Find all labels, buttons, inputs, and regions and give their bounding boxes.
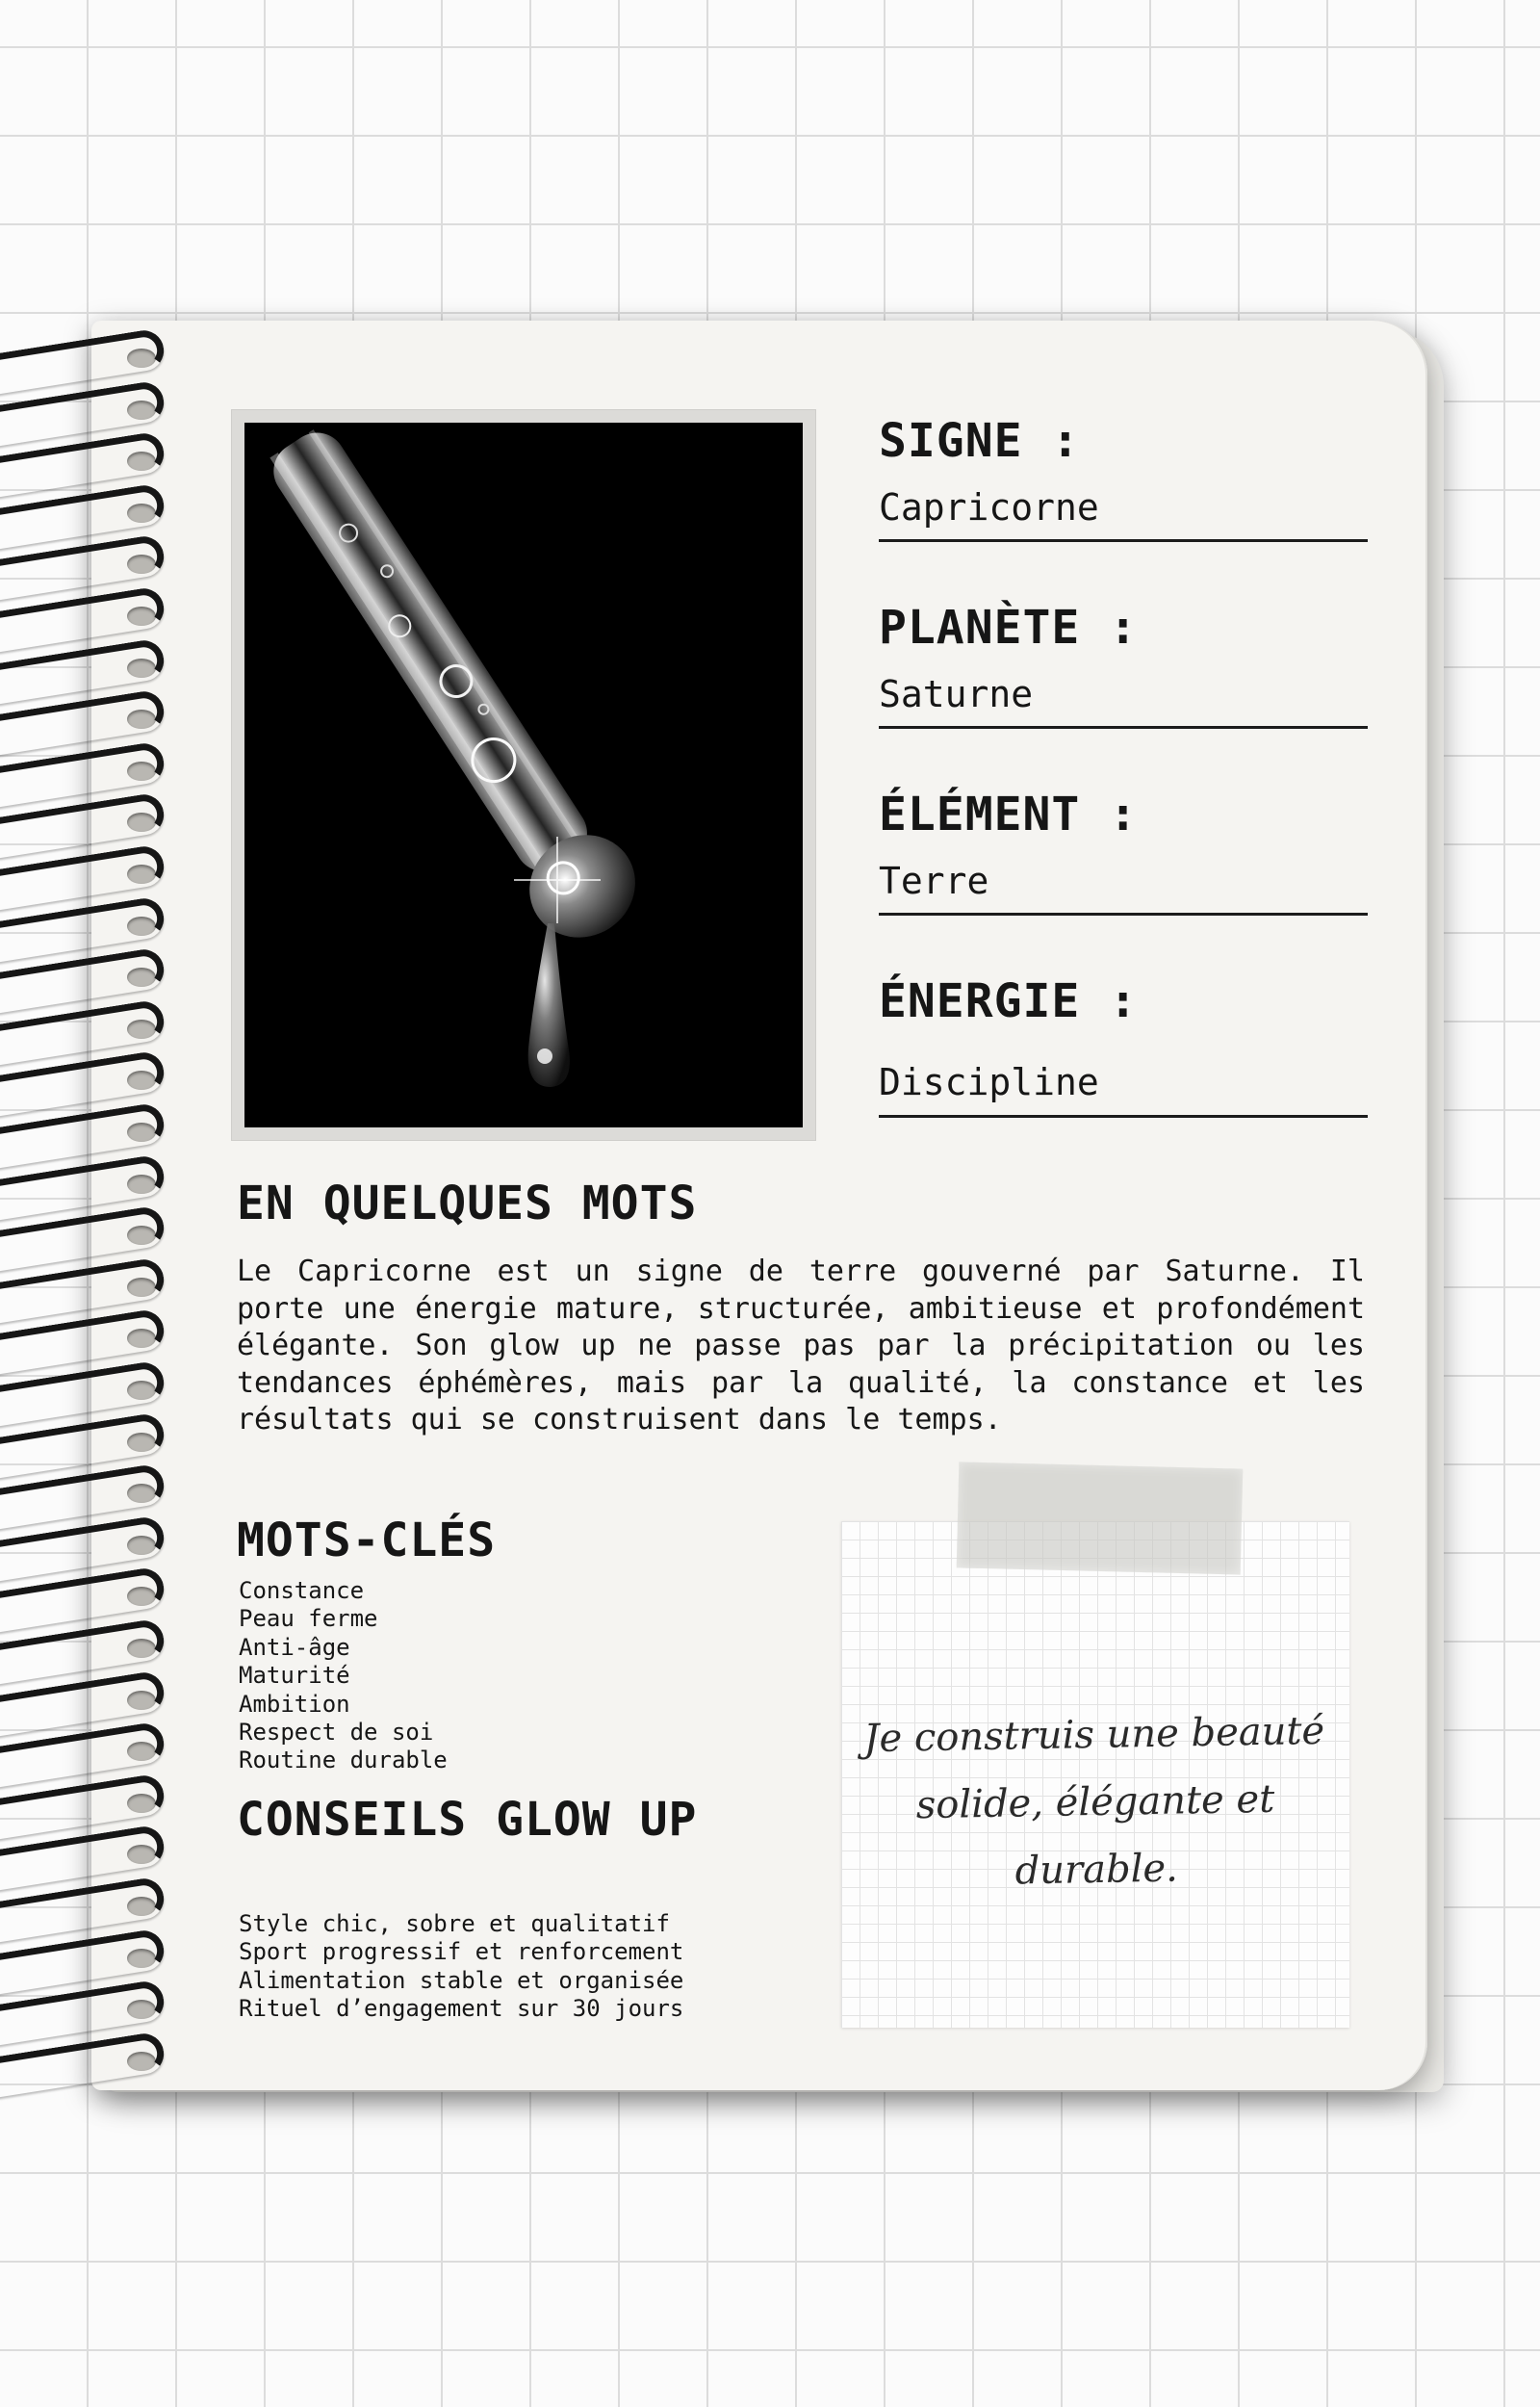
field-element-line [879, 913, 1368, 916]
tip-item: Style chic, sobre et qualitatif [239, 1910, 670, 1937]
overview-title: EN QUELQUES MOTS [237, 1177, 698, 1230]
tip-item: Alimentation stable et organisée [239, 1966, 684, 1994]
field-signe-value: Capricorne [879, 486, 1099, 529]
field-element-value: Terre [879, 860, 989, 902]
tape-strip [957, 1462, 1244, 1574]
tip-item: Rituel d’engagement sur 30 jours [239, 1995, 684, 2023]
field-signe-label: SIGNE : [879, 414, 1081, 468]
field-energie-label: ÉNERGIE : [879, 974, 1139, 1028]
keyword-item: Respect de soi [239, 1719, 434, 1747]
field-energie-line [879, 1115, 1368, 1118]
photo-frame [231, 409, 816, 1141]
keyword-item: Peau ferme [239, 1605, 378, 1633]
serum-dropper-photo [244, 423, 803, 1127]
keyword-item: Constance [239, 1577, 365, 1604]
keywords-list [239, 1577, 448, 1775]
tips-title: CONSEILS GLOW UP [237, 1793, 698, 1847]
tip-item: Sport progressif et renforcement [239, 1938, 684, 1966]
dropper-illustration [244, 423, 803, 1127]
keyword-item: Ambition [239, 1690, 350, 1718]
field-planete-line [879, 726, 1368, 729]
keyword-item: Anti-âge [239, 1633, 350, 1661]
field-energie-value: Discipline [879, 1061, 1099, 1103]
field-element-label: ÉLÉMENT : [879, 788, 1139, 841]
overview-text: Le Capricorne est un signe de terre gouverné par Saturne. Il porte une énergie mature, structurée, ambitieuse et profondément élégante. Son glow up ne passe pas par la précipitation ou les tendances éphémères, mais par la qualité, la constance et les résultats qui se construisent dans le temps. [237, 1255, 1365, 1436]
field-planete-label: PLANÈTE : [879, 601, 1139, 655]
field-signe-line [879, 539, 1368, 542]
keyword-item: Routine durable [239, 1747, 448, 1774]
keywords-title: MOTS-CLÉS [237, 1514, 497, 1567]
note-quote: Je construis une beauté solide, élégante et durable. [863, 1708, 1325, 1894]
field-planete-value: Saturne [879, 673, 1034, 715]
tips-list [239, 1910, 683, 2024]
keyword-item: Maturité [239, 1662, 350, 1690]
